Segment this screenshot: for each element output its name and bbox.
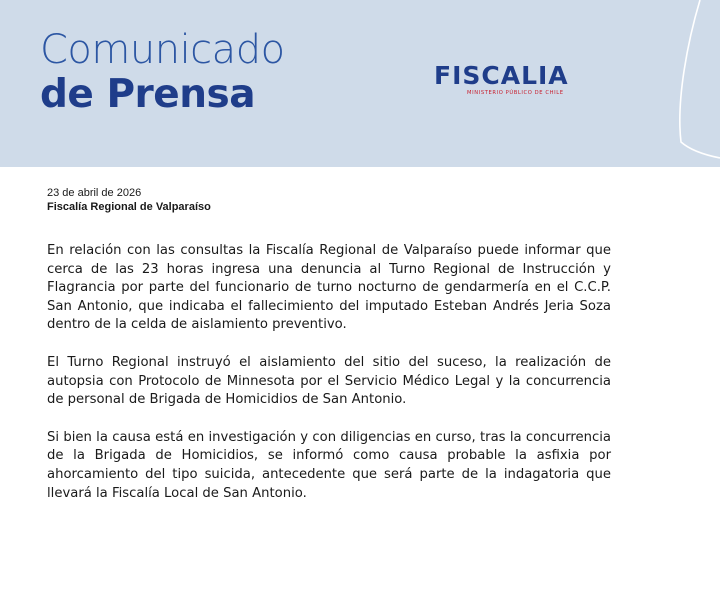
release-office: Fiscalía Regional de Valparaíso <box>47 201 211 213</box>
body-paragraph: El Turno Regional instruyó el aislamiento del sitio del suceso, la realización de autopsia con Protocolo de Minnesota por el Servicio Médico Legal y la concurrencia de personal de Brigada de Homicidios de San Antonio. <box>47 354 611 408</box>
release-meta <box>47 186 211 214</box>
fiscalia-logo-subtitle: MINISTERIO PÚBLICO DE CHILE <box>467 90 564 96</box>
header-banner <box>0 0 720 167</box>
title-comunicado: Comunicado <box>40 27 285 73</box>
fiscalia-logo-wordmark: FISCALIA <box>434 61 569 90</box>
release-body <box>47 242 611 522</box>
title-de-prensa: de Prensa <box>40 72 256 117</box>
body-paragraph: Si bien la causa está en investigación y con diligencias en curso, tras la concurrencia de la Brigada de Homicidios, se informó como causa probable la asfixia por ahorcamiento del tipo suicida, antecedente que será parte de la indagatoria que llevará la Fiscalía Local de San Antonio. <box>47 429 611 501</box>
body-paragraph: En relación con las consultas la Fiscalía Regional de Valparaíso puede informar que cerca de las 23 horas ingresa una denuncia al Turno Regional de Instrucción y Flagrancia por parte del funcionario de turno nocturno de gendarmería en el C.C.P. San Antonio, que indicaba el fallecimiento del imputado Esteban Andrés Jeria Soza dentro de la celda de aislamiento preventivo. <box>47 243 611 333</box>
fiscalia-logo <box>434 62 606 102</box>
release-date: 23 de abril de 2026 <box>47 187 142 199</box>
